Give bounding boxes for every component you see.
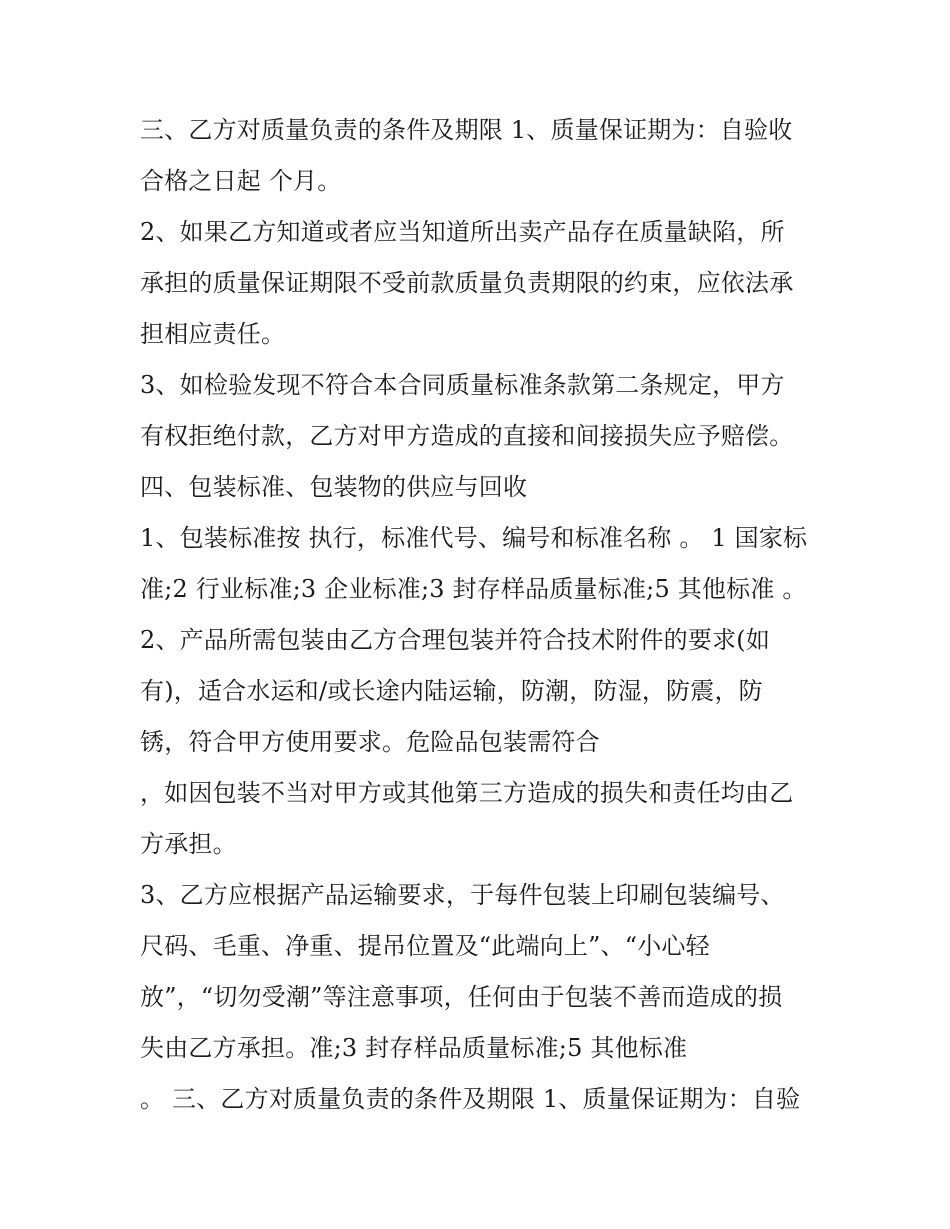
text-line: 。 三、乙方对质量负责的条件及期限 1、质量保证期为：自验 [140,1085,801,1113]
text-line: 三、乙方对质量负责的条件及期限 1、质量保证期为：自验收 [140,116,793,144]
text-line: 有权拒绝付款，乙方对甲方造成的直接和间接损失应予赔偿。 [140,422,794,450]
text-line: 准;2 行业标准;3 企业标准;3 封存样品质量标准;5 其他标准 。 [140,575,807,603]
text-line: 2、产品所需包装由乙方合理包装并符合技术附件的要求(如 [140,626,771,654]
text-line: 2、如果乙方知道或者应当知道所出卖产品存在质量缺陷，所 [140,218,785,246]
text-line: 担相应责任。 [140,320,286,348]
text-line: 1、包装标准按 执行，标准代号、编号和标准名称 。 1 国家标 [140,524,808,552]
text-line: 失由乙方承担。准;3 封存样品质量标准;5 其他标准 [140,1034,688,1062]
text-line: 3、乙方应根据产品运输要求，于每件包装上印刷包装编号、 [140,881,785,909]
text-line: 承担的质量保证期限不受前款质量负责期限的约束，应依法承 [140,269,794,297]
text-line: 3、如检验发现不符合本合同质量标准条款第二条规定，甲方 [140,371,785,399]
document-body [140,110,820,1130]
text-line: 合格之日起 个月。 [140,167,342,195]
text-line: 尺码、毛重、净重、提吊位置及“此端向上”、“小心轻 [140,932,710,960]
text-line: 放”，“切勿受潮”等注意事项，任何由于包装不善而造成的损 [140,983,783,1011]
text-line: ，如因包装不当对甲方或其他第三方造成的损失和责任均由乙 [140,779,794,807]
section-heading: 四、包装标准、包装物的供应与回收 [140,473,528,501]
text-line: 锈，符合甲方使用要求。危险品包装需符合 [140,728,600,756]
text-line: 方承担。 [140,830,237,858]
text-line: 有)，适合水运和/或长途内陆运输，防潮，防湿，防震，防 [140,677,763,705]
